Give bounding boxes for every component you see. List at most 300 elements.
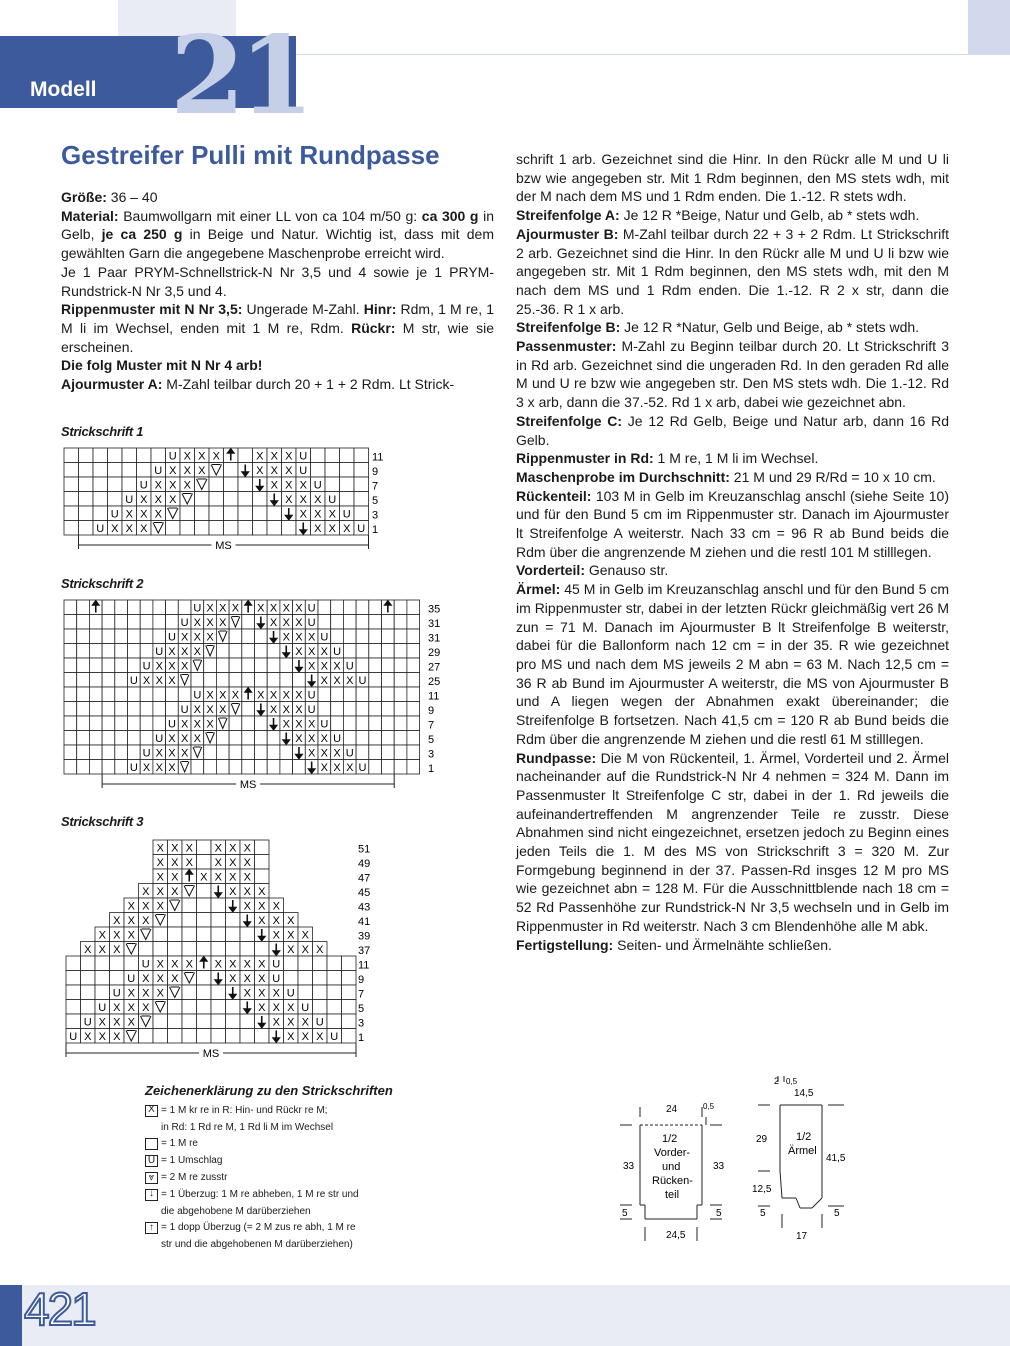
chart-cell — [79, 521, 94, 536]
stitch-symbol: X — [295, 689, 303, 702]
chart-cell — [354, 506, 369, 521]
chart-cell — [216, 760, 229, 775]
stitch-symbol: X — [282, 602, 290, 615]
stitch-symbol: U — [320, 631, 329, 644]
stitch-symbol: X — [154, 508, 162, 521]
chart-cell — [331, 629, 344, 644]
chart-cell — [382, 745, 395, 760]
chart-cell — [140, 644, 153, 659]
chart-cell — [197, 927, 212, 942]
stitch-symbol: X — [156, 856, 164, 869]
stitch-symbol: U — [110, 508, 119, 521]
stitch-symbol: X — [307, 718, 316, 731]
chart-cell — [343, 731, 356, 746]
material-paragraph: Material: Baumwollgarn mit einer LL von ca 104 m/50 g: ca 300 g in Gelb, je ca 250 g in Beige und Natur. Wichtig ist, dass mit dem gewählten Garn die angegebene Maschenprobe erreicht wird. — [61, 207, 495, 262]
chart-cell — [182, 1029, 197, 1044]
chart-cell — [195, 521, 210, 536]
row-number: 35 — [428, 603, 441, 616]
round-yoke-paragraph: Rundpasse: Die M von Rückenteil, 1. Ärmel, Vorderteil und 2. Ärmel nacheinander auf die Rundstrick-N Nr 4 nehmen = 324 M. Dann im Passenmuster lt Streifenfolge C str, dabei in der 1. Rd jeweils die aufeinandertreffenden M angrenzender Teile re zusstr. Diese Abnahmen sind nicht eingezeichnet, ersetzen jedoch zu Beginn eines jeden Teils die 1. M des MS von Strickschrift 3 = 320 M. Zur Formgebung beginnend in der 37. Passen-Rd insges 12 M pro MS wie gezeichnet abn = 128 M. Für die Ausschnittblende nach 18 cm = 52 Rd Passenhöhe zur Rundstrick-N Nr 3,5 wechseln und in Gelb im Rippenmuster in Rd weiterstr. Nach 3 cm Blendenhöhe alle M abk. — [516, 749, 949, 934]
footer-band — [0, 1285, 1010, 1346]
chart-cell — [168, 927, 183, 942]
chart-cell — [197, 1000, 212, 1015]
stitch-symbol: U — [315, 1016, 324, 1029]
chart-cell — [64, 448, 79, 463]
chart-cell — [77, 745, 90, 760]
stitch-symbol: X — [295, 718, 303, 731]
stitch-symbol: U — [167, 631, 176, 644]
stitch-symbol: X — [140, 493, 148, 506]
stitch-symbol: X — [171, 958, 179, 971]
chart-cell — [153, 629, 166, 644]
row-number: 3 — [372, 509, 379, 522]
chart-cell — [280, 673, 293, 688]
chart-cell — [191, 760, 204, 775]
chart-cell — [394, 600, 407, 615]
chart-cell — [89, 629, 102, 644]
chart-cell — [168, 1014, 183, 1029]
chart-cell — [153, 1029, 168, 1044]
row-number: 43 — [358, 901, 371, 914]
stitch-symbol: X — [168, 660, 176, 673]
stitch-symbol: X — [142, 972, 150, 985]
chart-cell — [340, 463, 355, 478]
stitch-symbol: X — [333, 747, 341, 760]
body-bottom-width: 24,5 — [666, 1230, 686, 1241]
stitch-symbol: X — [84, 943, 92, 956]
chart-cell — [66, 956, 81, 971]
chart-cell — [382, 731, 395, 746]
chart-cell — [211, 927, 226, 942]
chart-cell — [102, 615, 115, 630]
chart-cell — [95, 985, 110, 1000]
twisted-knit-symbol: X — [145, 1105, 158, 1117]
stitch-symbol: X — [154, 493, 162, 506]
chart-2-title: Strickschrift 2 — [61, 576, 144, 591]
chart-cell — [115, 673, 128, 688]
chart-cell — [267, 760, 280, 775]
ajour-a-continuation: schrift 1 arb. Gezeichnet sind die Hinr. In den Rückr alle M und U li bzw wie angegeben str. Mit 1 Rdm beginnen, den MS stets wdh, mit der M nach dem MS und 1 Rdm enden. Die 1.-12. R stets wdh. — [516, 151, 949, 205]
stitch-symbol: X — [229, 856, 237, 869]
stitch-symbol: X — [185, 856, 193, 869]
stitch-symbol: X — [171, 871, 179, 884]
chart-cell — [325, 477, 340, 492]
row-number: 1 — [358, 1032, 365, 1044]
stitch-symbol: X — [320, 645, 329, 658]
chart-cell — [354, 492, 369, 507]
chart-cell — [369, 644, 382, 659]
chart-3-title: Strickschrift 3 — [61, 814, 144, 829]
chart-cell — [81, 956, 96, 971]
chart-cell — [108, 463, 123, 478]
chart-cell — [77, 760, 90, 775]
stitch-symbol: U — [307, 616, 316, 629]
chart-cell — [204, 745, 217, 760]
stitch-symbol: U — [141, 958, 150, 971]
right-text-column — [516, 150, 949, 954]
stitch-symbol: U — [193, 689, 202, 702]
chart-cell — [140, 731, 153, 746]
stitch-symbol: X — [287, 1030, 295, 1043]
chart-cell — [369, 673, 382, 688]
stitch-symbol: X — [258, 1001, 266, 1014]
chart-cell — [343, 629, 356, 644]
legend-title: Zeichenerklärung zu den Strickschriften — [145, 1083, 393, 1098]
chart-cell — [369, 615, 382, 630]
chart-cell — [394, 644, 407, 659]
legend-text: = 1 Überzug: 1 M re abheben, 1 M re str und — [161, 1188, 359, 1200]
stitch-symbol: U — [139, 479, 148, 492]
row-number: 11 — [358, 959, 370, 972]
row-number: 7 — [428, 719, 435, 732]
chart-cell — [226, 913, 241, 928]
stitch-symbol: X — [258, 972, 266, 985]
stitch-symbol: X — [295, 602, 303, 615]
sleeve-rib-left: 5 — [760, 1208, 766, 1219]
sleeve-top-b: 0,5 — [786, 1077, 798, 1086]
chart-cell — [369, 629, 382, 644]
chart-cell — [298, 985, 313, 1000]
stitch-symbol: X — [156, 900, 164, 913]
chart-cell — [394, 745, 407, 760]
legend-text: = 1 M kr re in R: Hin- und Rückr re M; — [161, 1104, 328, 1116]
stitch-symbol: X — [295, 616, 303, 629]
body-label-line-3: und — [662, 1161, 681, 1173]
chart-cell — [356, 644, 369, 659]
stitch-symbol: X — [243, 885, 251, 898]
chart-cell — [311, 448, 326, 463]
chart-cell — [343, 716, 356, 731]
chart-cell — [313, 971, 328, 986]
stitch-symbol: X — [307, 645, 316, 658]
stitch-symbol: X — [185, 842, 193, 855]
stitch-symbol: U — [142, 747, 151, 760]
stitch-symbol: X — [113, 1001, 121, 1014]
chart-cell — [153, 927, 168, 942]
chart-cell — [197, 855, 212, 870]
chart-cell — [128, 731, 141, 746]
stitch-symbol: U — [272, 972, 281, 985]
chart-cell — [216, 745, 229, 760]
chart-cell — [267, 658, 280, 673]
chart-cell — [356, 745, 369, 760]
chart-cell — [318, 702, 331, 717]
chart-cell — [211, 985, 226, 1000]
chart-cell — [318, 600, 331, 615]
stitch-symbol: X — [333, 761, 341, 774]
yoke-pattern-paragraph: Passenmuster: M-Zahl zu Beginn teilbar durch 20. Lt Strickschrift 3 in Rd arb. Gezeichnet sind die ungeraden Rd. In den geraden Rd alle M und U re bzw wie angegeben str. Den MS stets wdh. Die 1.-12. Rd 3 x arb, dann die 37.-52. Rd 1 x arb, dabei wie gezeichnet abn. — [516, 338, 949, 411]
stitch-symbol: X — [243, 987, 251, 1000]
stitch-symbol: X — [193, 718, 202, 731]
chart-cell — [77, 702, 90, 717]
chart-cell — [253, 506, 268, 521]
stripe-sequence-b: Streifenfolge B: Je 12 R *Natur, Gelb und Beige, ab * stets wdh. — [516, 319, 920, 336]
chart-cell — [238, 492, 253, 507]
stitch-symbol: X — [320, 732, 329, 745]
stitch-symbol: X — [328, 508, 336, 521]
chart-cell — [369, 702, 382, 717]
stitch-symbol: X — [113, 1030, 121, 1043]
chart-cell — [356, 702, 369, 717]
chart-cell — [209, 521, 224, 536]
stitch-symbol: U — [357, 522, 366, 535]
page-title: Gestreifer Pulli mit Rundpasse — [61, 140, 440, 170]
stitch-symbol: X — [320, 674, 329, 687]
stitch-symbol: X — [314, 508, 322, 521]
stitch-symbol: X — [111, 522, 119, 535]
chart-cell — [226, 927, 241, 942]
knitting-chart-1 — [60, 444, 400, 554]
stitch-symbol: X — [229, 885, 237, 898]
chart-cell — [79, 506, 94, 521]
chart-cell — [407, 615, 420, 630]
stitch-symbol: U — [155, 732, 164, 745]
chart-cell — [153, 702, 166, 717]
stitch-symbol: X — [287, 1001, 295, 1014]
chart-cell — [182, 1000, 197, 1015]
stitch-symbol: X — [154, 479, 162, 492]
chart-cell — [140, 615, 153, 630]
legend-row-u — [145, 1153, 505, 1170]
chart-cell — [115, 644, 128, 659]
stitch-symbol: X — [219, 602, 227, 615]
chart-cell — [280, 745, 293, 760]
chart-cell — [369, 600, 382, 615]
chart-cell — [282, 521, 297, 536]
chart-cell — [267, 673, 280, 688]
chart-cell — [115, 600, 128, 615]
ajour-b-paragraph: Ajourmuster B: M-Zahl teilbar durch 22 + 3 + 2 Rdm. Lt Strickschrift 2 arb. Gezeichnet sind die Hinr. In den Rückr alle M und U li bzw wie angegeben str. Mit 1 Rdm beginnen, den MS stets wdh, mit den M nach dem MS und 1 Rdm enden. Die 1.-12. R 2 x str, dann die 25.-36. R 1 x arb. — [516, 225, 949, 317]
chart-cell — [128, 644, 141, 659]
chart-cell — [354, 477, 369, 492]
stitch-symbol: X — [214, 856, 222, 869]
chart-cell — [108, 492, 123, 507]
stitch-symbol: X — [198, 464, 206, 477]
legend-row-x — [145, 1103, 505, 1120]
chart-cell — [394, 673, 407, 688]
chart-cell — [197, 898, 212, 913]
stitch-symbol: U — [154, 464, 163, 477]
chart-cell — [89, 658, 102, 673]
chart-cell — [122, 463, 137, 478]
stitch-symbol: X — [206, 631, 214, 644]
chart-cell — [382, 615, 395, 630]
stitch-symbol: X — [155, 660, 163, 673]
stitch-symbol: U — [358, 674, 367, 687]
chart-cell — [226, 942, 241, 957]
stitch-symbol: X — [206, 718, 214, 731]
chart-cell — [394, 629, 407, 644]
chart-cell — [197, 985, 212, 1000]
stitch-symbol: X — [180, 645, 189, 658]
stitch-symbol: X — [171, 972, 179, 985]
chart-cell — [79, 448, 94, 463]
stitch-symbol: X — [343, 522, 351, 535]
chart-cell — [115, 702, 128, 717]
chart-cell — [128, 702, 141, 717]
chart-cell — [122, 477, 137, 492]
left-text-column — [61, 188, 494, 394]
knitting-chart-3 — [60, 836, 380, 1064]
stitch-symbol: X — [256, 464, 264, 477]
chart-cell — [242, 673, 255, 688]
chart-cell — [318, 615, 331, 630]
chart-cell — [394, 687, 407, 702]
chart-cell — [356, 615, 369, 630]
chart-cell — [115, 716, 128, 731]
chart-cell — [168, 1000, 183, 1015]
stitch-symbol: X — [168, 747, 176, 760]
row-number: 51 — [358, 843, 371, 856]
chart-cell — [168, 942, 183, 957]
chart-cell — [197, 884, 212, 899]
row-number: 25 — [428, 676, 441, 688]
stitch-symbol: U — [125, 493, 134, 506]
row-number: 3 — [358, 1017, 365, 1030]
chart-cell — [327, 1014, 342, 1029]
chart-cell — [182, 927, 197, 942]
chart-cell — [224, 477, 239, 492]
chart-cell — [331, 702, 344, 717]
stripe-sequence-a: Streifenfolge A: Je 12 R *Beige, Natur und Gelb, ab * stets wdh. — [516, 207, 920, 224]
stitch-symbol: X — [185, 958, 193, 971]
chart-cell — [182, 1014, 197, 1029]
chart-cell — [77, 731, 90, 746]
chart-cell — [110, 971, 125, 986]
repeat-label: MS — [239, 779, 257, 791]
chart-cell — [354, 463, 369, 478]
legend-text: = 1 Umschlag — [161, 1155, 223, 1167]
chart-cell — [66, 971, 81, 986]
chart-cell — [407, 745, 420, 760]
stitch-symbol: U — [286, 987, 295, 1000]
legend-text-continued: str und die abgehobenen M darüberziehen) — [161, 1239, 353, 1251]
chart-cell — [66, 985, 81, 1000]
chart-cell — [340, 477, 355, 492]
chart-cell — [64, 506, 79, 521]
chart-cell — [140, 702, 153, 717]
chart-cell — [255, 731, 268, 746]
chart-cell — [66, 1014, 81, 1029]
header-corner-square — [968, 0, 1010, 55]
stitch-symbol: X — [155, 747, 163, 760]
stitch-symbol: U — [307, 689, 316, 702]
chart-cell — [407, 658, 420, 673]
chart-cell — [64, 644, 77, 659]
footer-accent-square — [0, 1285, 22, 1346]
chart-cell — [255, 760, 268, 775]
stitch-symbol: X — [269, 703, 278, 716]
stitch-symbol: X — [142, 885, 150, 898]
stitch-symbol: X — [127, 1016, 135, 1029]
chart-cell — [178, 687, 191, 702]
stitch-symbol: X — [180, 747, 189, 760]
body-height-left: 33 — [623, 1161, 635, 1172]
chart-cell — [197, 942, 212, 957]
chart-cell — [151, 448, 166, 463]
chart-cell — [182, 942, 197, 957]
stitch-symbol: X — [287, 1016, 295, 1029]
chart-cell — [255, 673, 268, 688]
stitch-symbol: X — [140, 508, 148, 521]
stitch-symbol: X — [156, 972, 164, 985]
chart-cell — [81, 1000, 96, 1015]
chart-cell — [356, 716, 369, 731]
stitch-symbol: X — [142, 914, 150, 927]
row-number: 11 — [428, 690, 440, 703]
stitch-symbol: X — [307, 732, 316, 745]
stitch-symbol: X — [316, 1030, 324, 1043]
chart-cell — [122, 448, 137, 463]
stitch-symbol: X — [142, 761, 151, 774]
row-number: 49 — [358, 858, 371, 870]
stitch-symbol: X — [328, 522, 336, 535]
stitch-symbol: U — [96, 522, 105, 535]
stitch-symbol: X — [127, 987, 135, 1000]
chart-cell — [343, 687, 356, 702]
chart-cell — [226, 1014, 241, 1029]
stitch-symbol: U — [328, 493, 337, 506]
row-number: 7 — [358, 988, 365, 1001]
row-number: 47 — [358, 872, 371, 885]
chart-cell — [77, 644, 90, 659]
chart-cell — [340, 448, 355, 463]
chart-cell — [81, 985, 96, 1000]
stitch-symbol: X — [320, 747, 329, 760]
chart-cell — [369, 731, 382, 746]
chart-cell — [280, 658, 293, 673]
chart-cell — [102, 658, 115, 673]
stitch-symbol: X — [270, 450, 278, 463]
yarn-over-symbol: U — [145, 1155, 158, 1167]
stitch-symbol: X — [282, 718, 290, 731]
stitch-symbol: X — [193, 732, 202, 745]
stitch-symbol: X — [299, 508, 307, 521]
chart-cell — [229, 745, 242, 760]
stitch-symbol: X — [206, 703, 214, 716]
chart-cell — [166, 521, 181, 536]
stitch-symbol: U — [299, 450, 308, 463]
row-number: 37 — [358, 945, 371, 957]
chart-cell — [394, 658, 407, 673]
stitch-symbol: X — [156, 885, 164, 898]
stitch-symbol: X — [258, 914, 266, 927]
chart-cell — [102, 673, 115, 688]
page-number: 421 — [24, 1283, 95, 1335]
chart-cell — [102, 745, 115, 760]
chart-cell — [382, 687, 395, 702]
chart-cell — [313, 985, 328, 1000]
chart-cell — [216, 673, 229, 688]
chart-cell — [253, 492, 268, 507]
chart-cell — [209, 477, 224, 492]
chart-cell — [180, 521, 195, 536]
stitch-symbol: U — [167, 718, 176, 731]
body-height-right: 33 — [713, 1161, 725, 1172]
stitch-symbol: U — [333, 732, 342, 745]
sleeve-label-line-1: 1/2 — [796, 1131, 812, 1143]
body-top-gap: 0,5 — [703, 1102, 715, 1111]
chart-cell — [407, 644, 420, 659]
stitch-symbol: X — [243, 958, 251, 971]
stitch-symbol: X — [287, 943, 295, 956]
chart-cell — [382, 629, 395, 644]
stitch-symbol: X — [183, 464, 191, 477]
stitch-symbol: X — [219, 689, 227, 702]
stitch-symbol: X — [316, 943, 324, 956]
stitch-symbol: U — [98, 1001, 107, 1014]
chart-cell — [79, 477, 94, 492]
stitch-symbol: X — [307, 660, 316, 673]
